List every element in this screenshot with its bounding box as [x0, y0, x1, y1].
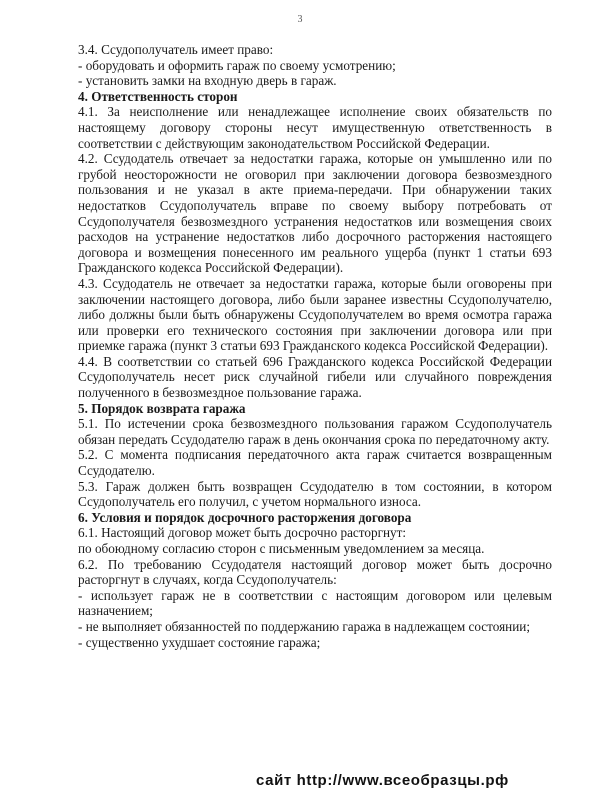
document-paragraph: 4.3. Ссудодатель не отвечает за недостатки гаража, которые были оговорены при заключении настоящего договора, либо были заранее известны Ссудополучателю, либо должны были быть обнаружены Ссудополучателем во время осмотра гаража или проверки его технического состояния при заключении договора или при приемке гаража (пункт 3 статьи 693 Гражданского кодекса Российской Федерации).: [78, 275, 552, 354]
document-paragraph: 4.4. В соответствии со статьей 696 Гражданского кодекса Российской Федерации Ссудополучатель несет риск случайной гибели или случайного повреждения полученного в безвозмездное пользование гаража.: [78, 353, 552, 401]
document-paragraph: 5.2. С момента подписания передаточного акта гараж считается возвращенным Ссудодателю.: [78, 447, 552, 479]
document-paragraph: 5.1. По истечении срока безвозмездного пользования гаражом Ссудополучатель обязан передать Ссудодателю гараж в день окончания срока по передаточному акту.: [78, 416, 552, 447]
document-paragraph: 6.1. Настоящий договор может быть досрочно расторгнут:: [78, 525, 407, 541]
document-paragraph: - использует гараж не в соответствии с настоящим договором или целевым назначением;: [78, 587, 552, 619]
section-heading: 4. Ответственность сторон: [78, 88, 238, 104]
document-body: [78, 42, 552, 650]
section-heading: 5. Порядок возврата гаража: [78, 400, 246, 416]
document-paragraph: 4.2. Ссудодатель отвечает за недостатки гаража, которые он умышленно или по грубой неосторожности не оговорил при заключении договора безвозмездного пользования и не указал в акте приема-передачи. При обнаружении таких недостатков Ссудополучатель вправе по своему выбору потребовать от Ссудополучателя безвозмездного устранения недостатков или возмещения своих расходов на устранение недостатков либо досрочного расторжения настоящего договора и возмещения понесенного им реального ущерба (пункт 1 статьи 693 Гражданского кодекса Российской Федерации).: [78, 151, 552, 276]
document-paragraph: - оборудовать и оформить гараж по своему усмотрению;: [78, 57, 396, 73]
document-paragraph: 3.4. Ссудополучатель имеет право:: [78, 42, 274, 57]
page-number: 3: [297, 14, 303, 25]
document-paragraph: 4.1. За неисполнение или ненадлежащее исполнение своих обязательств по настоящему договору стороны несут имущественную ответственность в соответствии с действующим законодательством Российской Федерации.: [78, 104, 552, 151]
document-paragraph: 6.2. По требованию Ссудодателя настоящий договор может быть досрочно расторгнут в случаях, когда Ссудополучатель:: [78, 556, 552, 588]
document-paragraph: - установить замки на входную дверь в гараж.: [78, 73, 337, 89]
site-watermark: сайт http://www.всеобразцы.рф: [256, 772, 509, 789]
document-paragraph: - не выполняет обязанностей по поддержанию гаража в надлежащем состоянии;: [78, 618, 530, 634]
document-paragraph: - существенно ухудшает состояние гаража;: [78, 634, 321, 650]
section-heading: 6. Условия и порядок досрочного расторжения договора: [78, 509, 412, 525]
document-paragraph: по обоюдному согласию сторон с письменным уведомлением за месяца.: [78, 541, 485, 556]
document-paragraph: 5.3. Гараж должен быть возвращен Ссудодателю в том состоянии, в котором Ссудополучатель его получил, с учетом нормального износа.: [78, 478, 552, 510]
